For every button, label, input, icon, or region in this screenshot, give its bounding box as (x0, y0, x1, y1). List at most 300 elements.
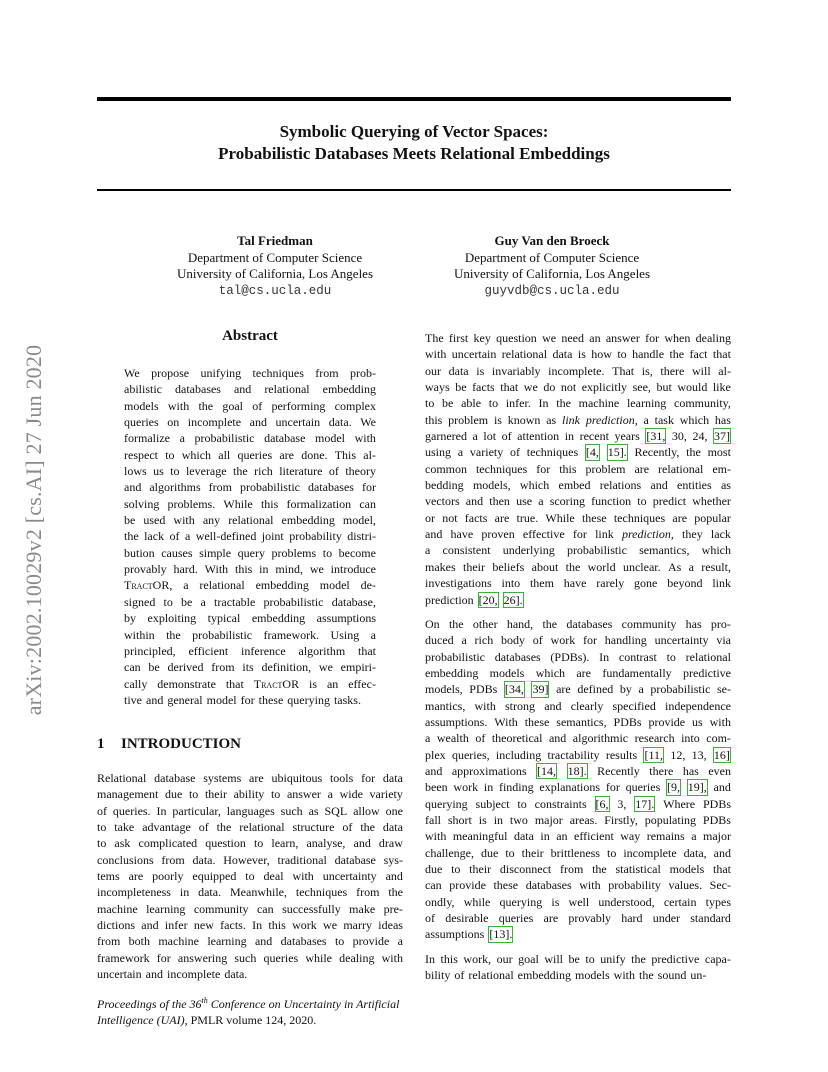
word: and (548, 731, 567, 746)
word: which (519, 478, 550, 493)
word: databases (175, 382, 221, 397)
word: to (170, 464, 180, 479)
word: that (225, 676, 244, 691)
word: certain (663, 894, 697, 909)
para2-line (425, 812, 731, 828)
word: 18]. (567, 763, 587, 778)
word: problems. (167, 496, 216, 511)
word: simple (199, 545, 232, 560)
word: about (531, 559, 559, 574)
word: embed (558, 478, 591, 493)
abstract-line (124, 692, 376, 708)
word: for (536, 461, 551, 476)
word: these (258, 692, 284, 707)
word: community, (674, 396, 731, 411)
title-line-2: Probabilistic Databases Meets Relational Embeddings (218, 144, 610, 163)
word: 24, (692, 429, 708, 444)
word: handle (632, 347, 665, 362)
word: of (252, 398, 263, 413)
word: models (574, 968, 610, 983)
word: joint (261, 529, 284, 544)
abstract-line (124, 577, 376, 593)
word: cally (124, 676, 148, 691)
word: a (397, 934, 403, 949)
word: them (529, 576, 554, 591)
word: which (679, 412, 710, 427)
word: a (184, 529, 191, 544)
word: which (701, 543, 731, 558)
para1-line (425, 346, 731, 362)
word: constraints (534, 796, 587, 811)
word: to (617, 347, 627, 362)
word: from (315, 366, 339, 380)
word: and (385, 869, 403, 884)
word: due (425, 862, 443, 876)
word: tems (97, 869, 120, 884)
word: efficient (188, 643, 229, 658)
word: a (200, 594, 206, 609)
word: this (260, 496, 279, 511)
word: wide (339, 787, 363, 802)
word: data (513, 829, 534, 844)
word: particular, (172, 803, 221, 818)
word: data, (683, 845, 707, 860)
word: machine (158, 934, 199, 949)
word: has (685, 616, 702, 631)
word: and (233, 382, 252, 397)
word: done. (301, 447, 328, 462)
word: with (425, 347, 447, 362)
word: that (713, 862, 731, 876)
word: unifying (200, 366, 242, 380)
word: ideas (378, 918, 403, 933)
word: TractOR (253, 676, 300, 691)
intro-line (97, 933, 403, 949)
word: learning (626, 396, 667, 411)
word: querying (499, 894, 543, 909)
word: the (565, 559, 581, 574)
intro-line (97, 786, 403, 802)
word: while (305, 950, 332, 965)
word: can (359, 496, 376, 511)
word: function (591, 494, 632, 509)
abstract-line (124, 479, 376, 495)
word: is (577, 347, 586, 362)
word: and (124, 480, 142, 495)
word: semantics, (556, 714, 607, 729)
word: The (425, 331, 444, 345)
word: incomplete (166, 967, 221, 982)
word: probabilistic (192, 627, 253, 642)
word: a (457, 445, 464, 460)
word: to (606, 845, 617, 860)
word: sound (657, 968, 687, 983)
word: techniques (613, 510, 666, 525)
word: dealing (339, 950, 375, 965)
word: probabilistic (194, 431, 255, 446)
word: learning (207, 934, 247, 949)
word: assumptions (316, 611, 376, 626)
word: algorithm (298, 643, 346, 658)
word: this (268, 918, 286, 933)
word: their (469, 862, 492, 876)
word: relational (501, 347, 548, 362)
word: In (538, 396, 549, 411)
word: not (442, 510, 458, 525)
author-department: Department of Computer Science (464, 249, 640, 265)
word: systems (203, 771, 242, 785)
author-university: University of California, Los Angeles (453, 266, 651, 282)
word: general (167, 692, 203, 707)
word: the (388, 885, 403, 900)
word: scoring (549, 494, 586, 509)
paragraph-gap (425, 943, 731, 951)
word: both (128, 934, 150, 949)
author-name: Guy Van den Broeck (494, 233, 610, 248)
footnote-line: Intelligence (UAI), PMLR volume 124, 2020. (97, 1013, 317, 1027)
word: relations (599, 478, 642, 493)
word: database (154, 771, 196, 785)
word: and (145, 967, 163, 982)
word: PDBs (469, 682, 498, 697)
word: including (495, 747, 542, 762)
word: bedding (425, 478, 464, 493)
para2-line (425, 828, 731, 844)
word: variety (369, 787, 403, 802)
word: variety (469, 445, 504, 460)
word: such (280, 803, 303, 818)
author-block-2 (402, 233, 702, 299)
abstract-heading: Abstract (222, 328, 278, 344)
word: On (425, 616, 440, 631)
word: infer. (505, 396, 531, 411)
word: strong (505, 698, 536, 713)
word: do (543, 380, 556, 395)
word: and (713, 845, 731, 860)
word: data. (224, 967, 248, 982)
para1-line (425, 592, 731, 608)
word: become (338, 545, 376, 560)
word: even (708, 763, 731, 778)
author-block-1 (125, 233, 425, 299)
word: [11, (644, 747, 664, 762)
word: 39] (532, 682, 549, 697)
word: while (463, 894, 491, 909)
word: be (181, 594, 193, 609)
word: effec- (348, 676, 376, 691)
word: draw (378, 836, 403, 851)
word: a (327, 787, 333, 802)
para1-line (425, 379, 731, 395)
word: relational (199, 578, 245, 593)
word: incomplete (623, 845, 677, 860)
word: probability (608, 878, 661, 893)
word: techniques (252, 366, 304, 380)
word: use (516, 494, 533, 509)
word: al- (363, 447, 376, 462)
word: challenge, (425, 845, 474, 860)
word: a (183, 578, 189, 593)
word: would (677, 380, 708, 395)
word: duced (425, 633, 454, 648)
word: standard (690, 911, 731, 926)
word: under (652, 911, 681, 926)
word: prediction (425, 592, 474, 607)
word: formalization (286, 496, 352, 511)
para1-line (425, 477, 731, 493)
intro-left-column (97, 770, 403, 982)
para2-line (425, 910, 731, 926)
word: there (660, 363, 685, 378)
word: rarely (596, 576, 625, 591)
word: data. (328, 415, 352, 430)
word: As (667, 559, 682, 574)
word: is (493, 412, 502, 427)
word: abilistic (124, 382, 162, 397)
word: garnered (425, 429, 467, 444)
word: first (448, 331, 469, 345)
word: will (692, 363, 711, 378)
word: Firstly, (604, 812, 638, 827)
word: by (619, 682, 632, 697)
word: known (507, 412, 541, 427)
word: from (356, 885, 380, 900)
word: PDBs (702, 812, 731, 827)
word: how (591, 347, 612, 362)
word: queries (498, 911, 534, 926)
word: the (360, 820, 375, 835)
word: assumptions. (425, 714, 488, 729)
word: goal (222, 398, 244, 413)
abstract-line (124, 430, 376, 446)
word: on (167, 415, 180, 430)
word: to (637, 494, 647, 509)
word: for (156, 950, 171, 965)
intro-line (97, 917, 403, 933)
word: can (425, 878, 442, 893)
paragraph-this-work (425, 951, 731, 984)
word: tractability (547, 747, 600, 762)
word: relational (685, 649, 731, 664)
word: databases (566, 616, 613, 631)
word: as (308, 803, 319, 818)
word: tractable (214, 594, 256, 609)
word: for (583, 633, 597, 648)
title-rule (97, 189, 731, 191)
word: are (249, 771, 264, 785)
word: makes (425, 559, 456, 574)
intro-line (97, 966, 403, 982)
word: relational (264, 382, 310, 397)
word: database (264, 431, 306, 446)
word: probabilistic (650, 682, 711, 697)
word: al- (718, 363, 731, 378)
word: wealth (436, 731, 469, 746)
word: Using (330, 627, 360, 642)
word: in (259, 562, 269, 577)
word: With (204, 562, 229, 577)
word: provide (352, 934, 390, 949)
word: populating (644, 812, 697, 827)
word: such (234, 950, 257, 965)
word: probabilistic (239, 480, 300, 495)
word: can (256, 901, 274, 916)
word: provide (449, 878, 486, 893)
abstract-line (124, 627, 376, 643)
word: to (97, 836, 107, 851)
word: probabilistic (566, 543, 627, 558)
word: pro- (710, 616, 731, 631)
word: uncertain (97, 967, 142, 982)
word: models, (472, 478, 511, 493)
word: fundamentally (602, 665, 672, 680)
word: that (357, 643, 376, 658)
word: key (473, 331, 491, 345)
word: a (643, 412, 649, 427)
word: defined (577, 682, 614, 697)
word: ability (233, 787, 265, 802)
word: theoretical (491, 731, 543, 746)
word: underlying (502, 543, 555, 558)
word: predictive (651, 951, 700, 966)
word: leverage (185, 464, 227, 479)
word: entities (677, 478, 712, 493)
word: a (688, 559, 694, 574)
para2-line (425, 861, 731, 877)
para3-line (425, 951, 731, 967)
word: an (556, 829, 568, 844)
word: management (97, 787, 159, 802)
word: independence (665, 698, 731, 713)
word: this (559, 461, 577, 476)
word: complex (334, 398, 376, 413)
word: the (686, 445, 701, 460)
word: solving (124, 496, 160, 511)
word: queries. (112, 803, 151, 818)
intro-line (97, 901, 403, 917)
word: [13]. (489, 927, 513, 942)
paragraph-link-prediction (425, 330, 731, 608)
word: exploiting (147, 611, 197, 626)
word: the (639, 968, 654, 983)
word: facts (472, 380, 495, 395)
word: databases (494, 649, 541, 664)
word: statistical (615, 862, 661, 876)
word: results (605, 747, 638, 762)
paper-title (97, 121, 731, 165)
word: the (166, 627, 181, 642)
word: link (562, 412, 581, 427)
word: with (709, 714, 731, 729)
word: Sec- (709, 878, 731, 893)
word: dealing (695, 331, 731, 345)
right-column (425, 330, 731, 983)
word: the (631, 951, 646, 966)
word: PDBs (702, 796, 731, 811)
word: that (712, 347, 731, 362)
section-number: 1 (97, 736, 105, 752)
word: of (532, 633, 543, 648)
word: bility (425, 968, 451, 983)
word: these (581, 510, 607, 525)
word: PDBs (613, 714, 642, 729)
word: are (494, 510, 510, 525)
word: models (489, 665, 525, 680)
word: with (354, 431, 376, 446)
word: to (334, 934, 345, 949)
word: poorly (152, 869, 184, 884)
word: beyond (667, 576, 703, 591)
word: relational (239, 820, 285, 835)
word: answering (177, 950, 228, 965)
word: 19], (687, 780, 707, 795)
word: explanations (539, 780, 601, 795)
word: make (349, 901, 376, 916)
word: traditional (277, 852, 327, 867)
word: conclusions (97, 852, 154, 867)
abstract-line (124, 398, 376, 414)
word: world (587, 559, 616, 574)
word: facts. (220, 918, 246, 933)
word: semantics, (639, 543, 690, 558)
word: facts (464, 510, 488, 525)
word: are (543, 911, 559, 926)
word: data (382, 820, 403, 835)
word: subject (475, 796, 510, 811)
word: Recently (597, 763, 640, 778)
word: problem (448, 412, 489, 427)
abstract-line (124, 463, 376, 479)
word: typical (207, 611, 241, 626)
word: which (181, 447, 212, 462)
word: capa- (704, 951, 731, 966)
para1-line (425, 428, 731, 444)
word: which (535, 665, 566, 680)
word: and (353, 836, 371, 851)
word: vectors (425, 494, 460, 509)
word: is, (641, 363, 653, 378)
word: of (454, 968, 465, 983)
word: demonstrate (157, 676, 216, 691)
intro-line (97, 884, 403, 900)
word: algorithmic (572, 731, 629, 746)
word: uncertain (275, 415, 321, 430)
word: this (425, 412, 443, 427)
word: dictions (97, 918, 135, 933)
word: [4, (585, 445, 599, 460)
word: due (480, 845, 499, 860)
abstract-line (124, 447, 376, 463)
word: uncertainty (654, 633, 709, 648)
word: We (124, 366, 140, 380)
word: in (493, 812, 504, 827)
word: one (385, 803, 403, 818)
word: from (97, 934, 121, 949)
word: formalize (124, 431, 170, 446)
author-email[interactable]: tal@cs.ucla.edu (218, 283, 332, 298)
author-email[interactable]: guyvdb@cs.ucla.edu (484, 283, 620, 298)
para1-line (425, 395, 731, 411)
word: effective (522, 527, 565, 542)
word: embedding (425, 665, 479, 680)
word: body (500, 633, 525, 648)
word: can (124, 660, 141, 675)
word: mind, (275, 562, 303, 577)
word: probability (289, 529, 342, 544)
word: predictive (683, 665, 731, 680)
para2-line (425, 796, 731, 812)
word: to (188, 787, 199, 802)
